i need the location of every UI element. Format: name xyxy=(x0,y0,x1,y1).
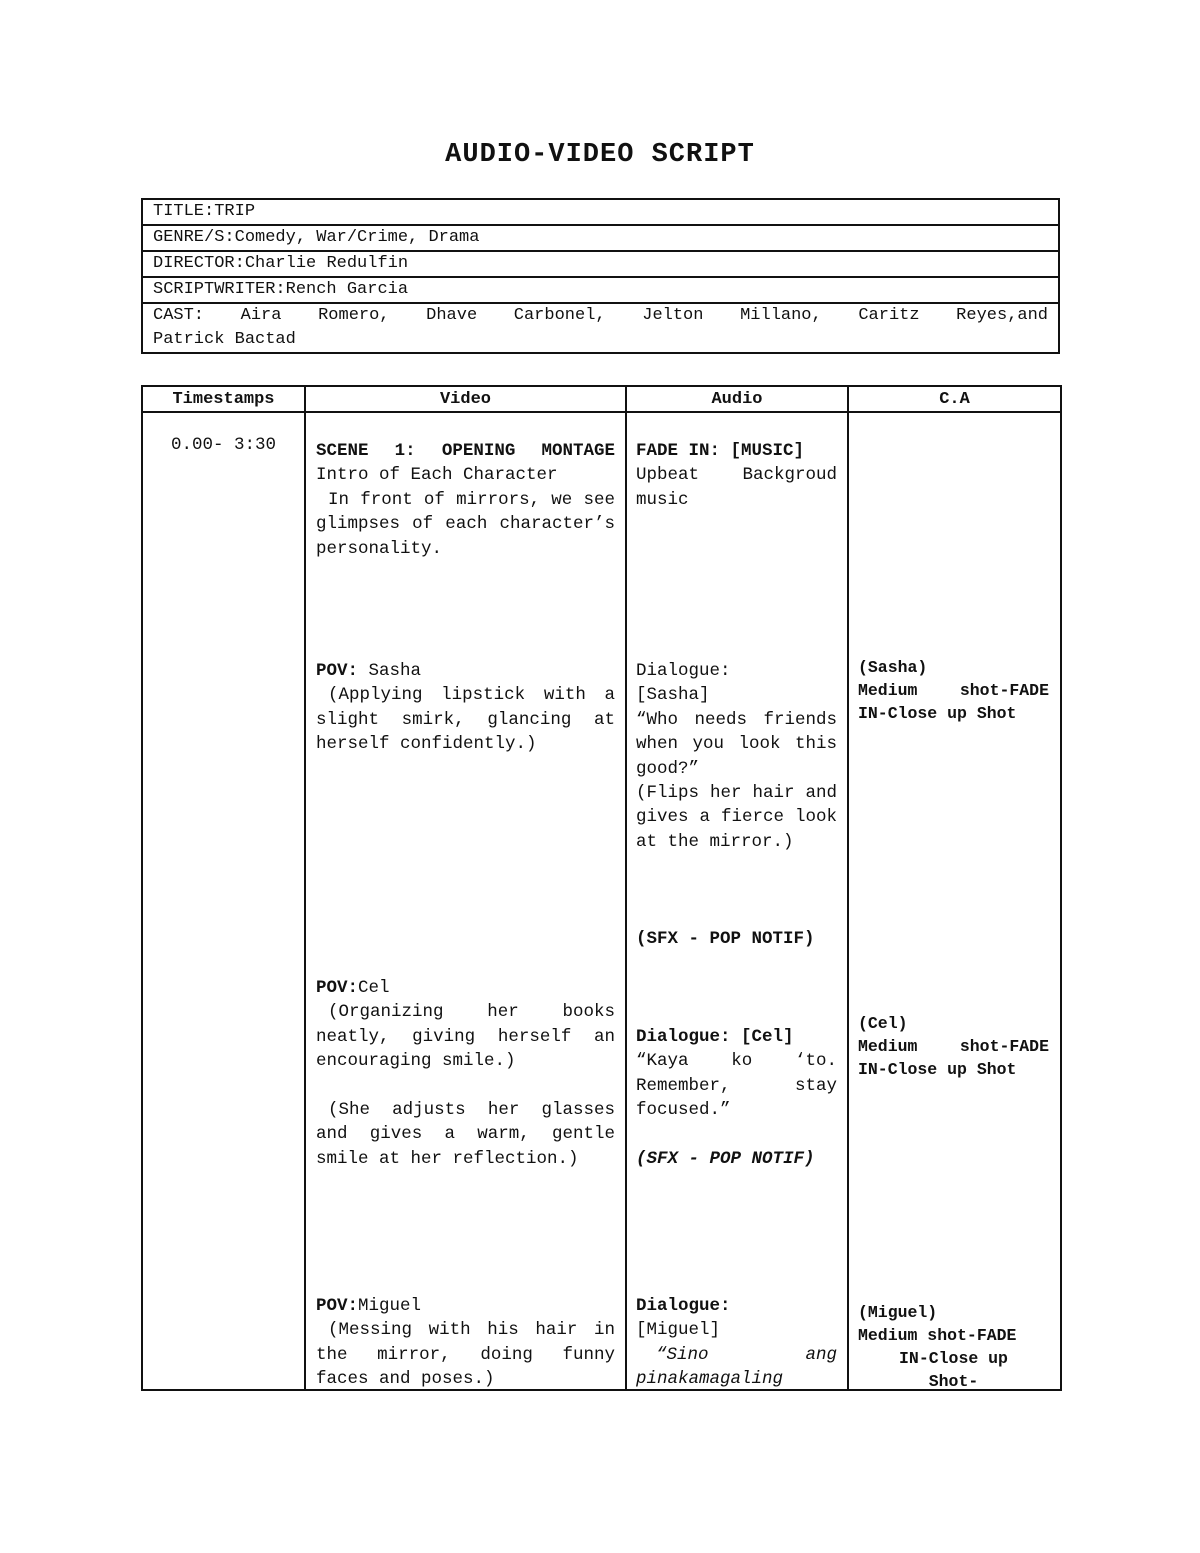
ca-miguel-name: (Miguel) xyxy=(858,1303,938,1322)
director-row xyxy=(142,251,1059,277)
dialogue-sasha-line: “Who needs friends when you look this good?” xyxy=(636,709,837,779)
pov-miguel-block xyxy=(316,1294,615,1392)
dialogue-miguel-block xyxy=(636,1294,837,1392)
dialogue-sasha-speaker: [Sasha] xyxy=(636,685,710,706)
ca-sasha-name: (Sasha) xyxy=(858,658,928,677)
ca-cel-shot: Medium shot-FADE IN-Close up Shot xyxy=(858,1037,1049,1079)
pov-cel-block xyxy=(316,976,615,1171)
ca-sasha-block xyxy=(858,656,1049,725)
header-row xyxy=(142,386,1061,412)
dialogue-cel-label: Dialogue: [Cel] xyxy=(636,1027,794,1047)
pov-sasha-label: POV: xyxy=(316,661,359,681)
av-script-table xyxy=(141,385,1062,1391)
pov-sasha-block xyxy=(316,659,615,757)
pov-miguel-description: (Messing with his hair in the mirror, doing funny faces and poses.) xyxy=(316,1320,615,1390)
title-value: TRIP xyxy=(214,202,256,221)
header-ca: C.A xyxy=(848,386,1061,412)
scene-description: In front of mirrors, we see glimpses of each character’s personality. xyxy=(316,489,615,559)
scriptwriter-row xyxy=(142,277,1059,303)
scriptwriter-label: SCRIPTWRITER: xyxy=(153,280,286,299)
scene-row xyxy=(142,412,1061,1390)
sfx-pop-notif-2: (SFX - POP NOTIF) xyxy=(636,1149,815,1169)
dialogue-miguel-label: Dialogue: xyxy=(636,1296,731,1316)
dialogue-cel-line: “Kaya ko ‘to. Remember, stay focused.” xyxy=(636,1051,837,1121)
pov-sasha-description: (Applying lipstick with a slight smirk, glancing at herself confidently.) xyxy=(316,685,615,755)
header-timestamps: Timestamps xyxy=(142,386,305,412)
ca-cel-block xyxy=(858,1012,1049,1081)
pov-cel-label: POV: xyxy=(316,978,359,998)
genre-value: Comedy, War/Crime, Drama xyxy=(234,228,480,247)
genre-label: GENRE/S: xyxy=(153,228,235,247)
director-label: DIRECTOR: xyxy=(153,254,245,273)
ca-miguel-shot-2: IN-Close up xyxy=(899,1349,1008,1368)
ca-cel-name: (Cel) xyxy=(858,1014,908,1033)
timestamp: 0.00- 3:30 xyxy=(170,435,277,455)
title-label: TITLE: xyxy=(153,202,215,221)
pov-sasha-name: Sasha xyxy=(368,661,422,681)
dialogue-cel-block xyxy=(636,1025,837,1123)
background-music: Upbeat Backgroud music xyxy=(636,465,837,510)
scene-block xyxy=(316,439,615,561)
title-row xyxy=(142,199,1059,225)
ca-cell xyxy=(848,412,1061,1390)
pov-miguel-label: POV: xyxy=(316,1296,359,1316)
timestamps-cell xyxy=(142,412,305,1390)
dialogue-sasha-action: (Flips her hair and gives a fierce look at the mirror.) xyxy=(636,783,837,852)
video-cell xyxy=(305,412,626,1390)
document-title: AUDIO-VIDEO SCRIPT xyxy=(445,140,755,170)
dialogue-sasha-block xyxy=(636,659,837,854)
fade-in-music: FADE IN: [MUSIC] xyxy=(636,441,805,461)
cast-row xyxy=(142,303,1059,353)
ca-miguel-shot-3: Shot- xyxy=(928,1372,979,1391)
ca-sasha-shot: Medium shot-FADE IN-Close up Shot xyxy=(858,681,1049,723)
audio-cell xyxy=(626,412,848,1390)
pov-cel-description-1: (Organizing her books neatly, giving herself an encouraging smile.) xyxy=(316,1002,615,1072)
script-info-table xyxy=(141,198,1060,354)
scene-heading: SCENE 1: OPENING MONTAGE xyxy=(316,441,615,461)
cast-line-2: Patrick Bactad xyxy=(153,330,296,349)
pov-cel-name: Cel xyxy=(358,978,390,998)
dialogue-miguel-speaker: [Miguel] xyxy=(636,1320,721,1341)
sfx-pop-notif-1: (SFX - POP NOTIF) xyxy=(636,929,815,949)
pov-cel-description-2: (She adjusts her glasses and gives a warm, gentle smile at her reflection.) xyxy=(316,1100,615,1169)
header-audio: Audio xyxy=(626,386,848,412)
director-value: Charlie Redulfin xyxy=(244,254,409,273)
header-video: Video xyxy=(305,386,626,412)
pov-miguel-name: Miguel xyxy=(358,1296,422,1316)
dialogue-sasha-label: Dialogue: xyxy=(636,661,731,681)
cast-line-1: CAST: Aira Romero, Dhave Carbonel, Jelton Millano, Caritz Reyes,and xyxy=(153,306,1048,325)
genre-row xyxy=(142,225,1059,251)
scene-text: Intro of Each Character xyxy=(316,465,558,486)
ca-miguel-block xyxy=(858,1301,1049,1393)
audio-intro-block xyxy=(636,439,837,512)
ca-miguel-shot-1: Medium shot-FADE xyxy=(858,1326,1017,1345)
scriptwriter-value: Rench Garcia xyxy=(285,280,409,299)
dialogue-miguel-line: “Sino ang pinakamagaling xyxy=(636,1344,837,1390)
